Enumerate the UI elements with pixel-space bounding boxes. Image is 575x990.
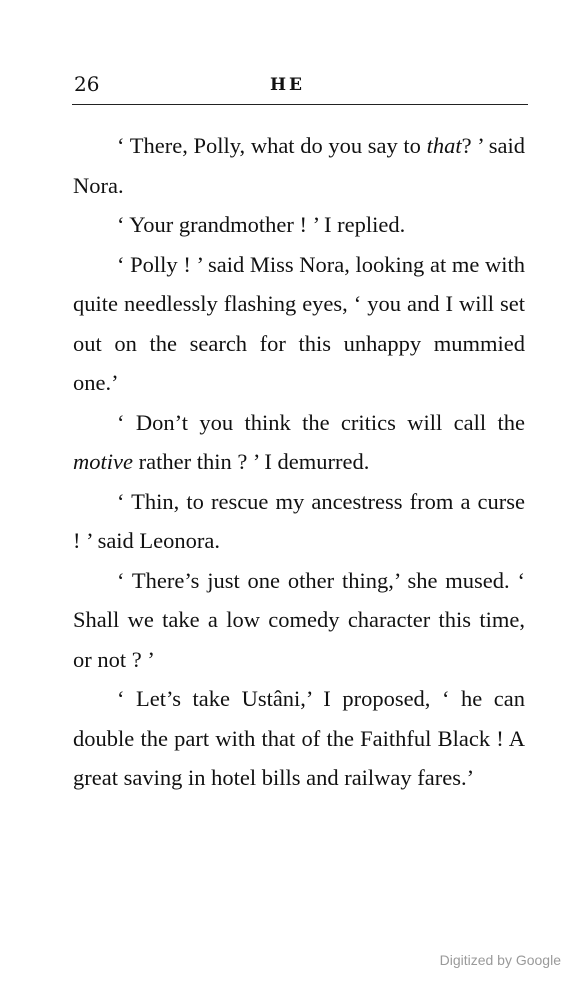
text-run: ? ’ said Nora. [73, 133, 525, 198]
text-run: rather thin ? ’ I demurred. [132, 449, 370, 474]
paragraph-4 [73, 403, 525, 482]
text-run: ‘ There’s just one other thing,’ she mused. ‘ Shall we take a low comedy character this time, or not ? ’ [73, 567, 525, 672]
body-text [73, 126, 525, 798]
italic-word: motive [73, 449, 133, 474]
text-run: ‘ Thin, to rescue my ancestress from a curse ! ’ said Leonora. [73, 488, 525, 553]
paragraph-1 [73, 126, 525, 205]
paragraph-5 [73, 482, 525, 561]
paragraph-6 [73, 561, 525, 680]
text-run: ‘ Let’s take Ustâni,’ I proposed, ‘ he can double the part with that of the Faithful Black ! A great saving in hotel bills and railway fares.’ [73, 686, 525, 790]
italic-word: that [426, 133, 462, 158]
text-run: ‘ There, Polly, what do you say to [117, 133, 427, 158]
paragraph-3 [73, 245, 525, 403]
digitized-watermark: Digitized by Google [439, 952, 561, 968]
paragraph-7 [73, 679, 525, 798]
text-run: ‘ Polly ! ’ said Miss Nora, looking at me with quite needlessly flashing eyes, ‘ you and I will set out on the search for this unhappy mummied one.’ [73, 251, 525, 395]
paragraph-2 [73, 205, 525, 245]
text-run: ‘ Don’t you think the critics will call the [117, 409, 525, 435]
page-number: 26 [74, 72, 100, 96]
text-run: ‘ Your grandmother ! ’ I replied. [117, 212, 406, 237]
header-rule [72, 104, 528, 105]
running-title: HE [269, 75, 306, 95]
